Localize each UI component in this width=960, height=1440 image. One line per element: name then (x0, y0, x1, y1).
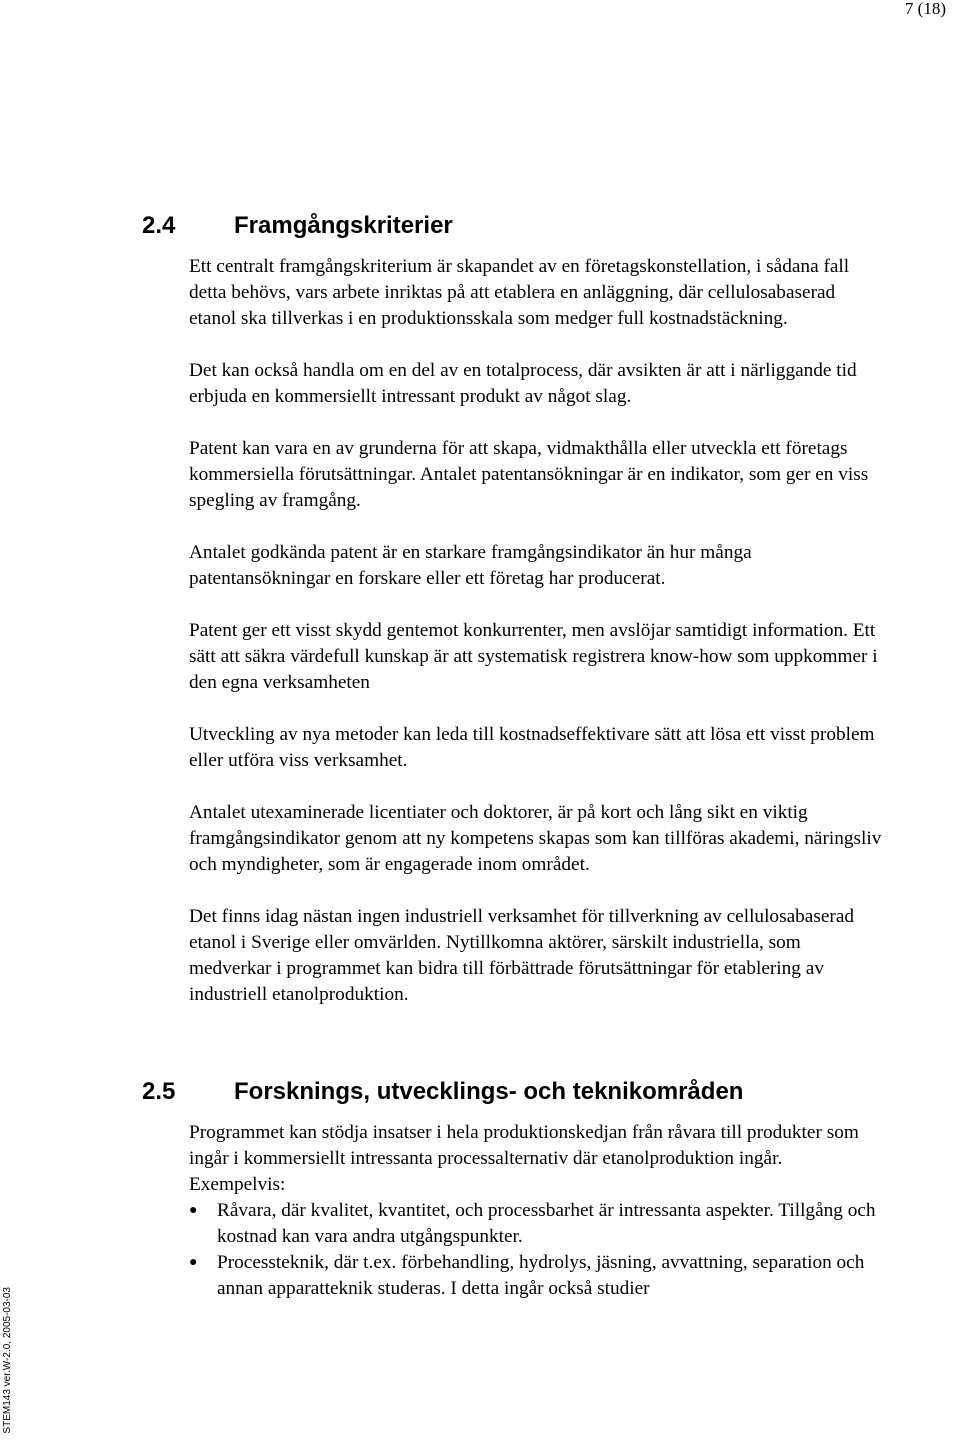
section-success-criteria (142, 212, 882, 1008)
section-heading (142, 1078, 882, 1106)
section-number: 2.5 (142, 1078, 176, 1105)
paragraph: Utveckling av nya metoder kan leda till kostnadseffektivare sätt att lösa ett visst problem eller utföra viss verksamhet. (189, 724, 875, 771)
paragraph: Patent kan vara en av grunderna för att skapa, vidmakthålla eller utveckla ett företags kommersiella förutsättningar. Antalet patentansökningar är en indikator, som ger en viss spegling av framgång. (189, 438, 869, 511)
paragraph: Antalet godkända patent är en starkare framgångsindikator än hur många patentansökningar en forskare eller ett företag har producerat. (189, 542, 752, 589)
section-title: Forsknings, utvecklings- och teknikområden (234, 1078, 744, 1105)
paragraph: Det kan också handla om en del av en totalprocess, där avsikten är att i närliggande tid erbjuda en kommersiellt intressant produkt av något slag. (189, 360, 857, 407)
list-item (189, 1250, 882, 1302)
paragraph: Programmet kan stödja insatser i hela produktionskedjan från råvara till produkter som ingår i kommersiellt intressanta processalternativ där etanolproduktion ingår. Exempelvis: (189, 1122, 859, 1195)
document-version-stamp: STEM143 ver.W-2.0, 2005-03-03 (2, 1287, 13, 1434)
list-item-text: Processteknik, där t.ex. förbehandling, hydrolys, jäsning, avvattning, separation och annan apparatteknik studeras. I detta ingår också studier (217, 1252, 865, 1299)
bullet-icon: ● (189, 1255, 198, 1270)
paragraph: Antalet utexaminerade licentiater och doktorer, är på kort och lång sikt en viktig framgångsindikator genom att ny kompetens skapas som kan tillföras akademi, näringsliv och myndigheter, som är engagerade inom området. (189, 802, 882, 875)
bullet-icon: ● (189, 1203, 198, 1218)
paragraph: Ett centralt framgångskriterium är skapandet av en företagskonstellation, i sådana fall detta behövs, vars arbete inriktas på att etablera en anläggning, där cellulosabaserad etanol ska tillverkas i en produktionsskala som medger full kostnadstäckning. (189, 256, 850, 329)
section-body (189, 1120, 882, 1302)
list-item-text: Råvara, där kvalitet, kvantitet, och processbarhet är intressanta aspekter. Tillgång och kostnad kan vara andra utgångspunkter. (217, 1200, 876, 1247)
section-number: 2.4 (142, 212, 176, 239)
bullet-list (189, 1198, 882, 1302)
paragraph: Det finns idag nästan ingen industriell verksamhet för tillverkning av cellulosabaserad etanol i Sverige eller omvärlden. Nytillkomna aktörer, särskilt industriella, som medverkar i programmet kan bidra till förbättrade förutsättningar för etablering av industriell etanolproduktion. (189, 906, 855, 1005)
list-item (189, 1198, 882, 1250)
section-body (189, 254, 882, 1008)
section-heading (142, 212, 882, 240)
section-title: Framgångskriterier (234, 212, 453, 239)
page-number: 7 (18) (904, 0, 946, 18)
section-research-areas (142, 1078, 882, 1302)
paragraph: Patent ger ett visst skydd gentemot konkurrenter, men avslöjar samtidigt information. Ett sätt att säkra värdefull kunskap är att systematisk registrera know-how som uppkommer i den egna verksamheten (189, 620, 878, 693)
